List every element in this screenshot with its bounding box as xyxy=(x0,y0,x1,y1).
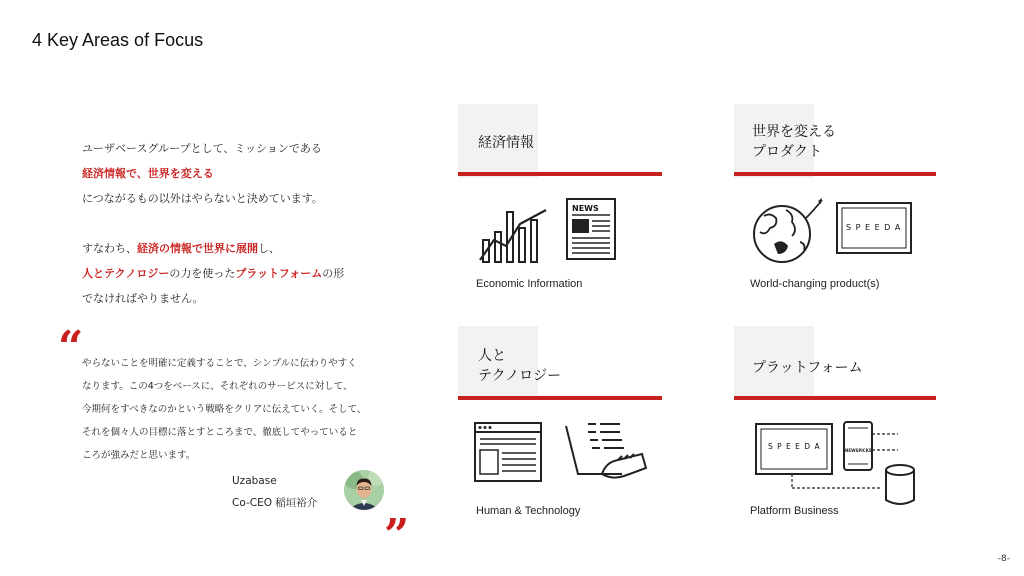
card-human-heading xyxy=(478,346,561,386)
news-badge: NEWS xyxy=(572,204,599,213)
heading-line: プロダクト xyxy=(752,144,822,160)
author-company: Uzabase xyxy=(232,475,277,487)
card-platform-heading: プラットフォーム xyxy=(752,360,863,376)
highlight-human-tech: 人とテクノロジー xyxy=(82,267,170,280)
quote-line: なります。この4つをベースに、それぞれのサービスに対して、 xyxy=(82,381,353,392)
quote-author xyxy=(232,470,317,514)
heading-line: テクノロジー xyxy=(478,368,562,384)
quote-line: やらないことを明確に定義することで、シンプルに伝わりやすく xyxy=(82,358,357,369)
highlight-economic-info: 経済の情報で世界に展開 xyxy=(137,242,258,255)
quote-line: ころが強みだと思います。 xyxy=(82,450,196,461)
intro-line-3: につながるもの以外はやらないと決めています。 xyxy=(82,192,323,205)
card-human-bar xyxy=(458,396,662,400)
speeda-screen-icon xyxy=(836,202,912,264)
intro-line-1: ユーザベースグループとして、ミッションである xyxy=(82,142,322,155)
newspicks-badge: NEWSPICKS xyxy=(845,448,872,453)
globe-icon xyxy=(748,196,824,270)
card-platform-label: Platform Business xyxy=(750,505,839,517)
heading-line: 世界を変える xyxy=(752,124,836,140)
author-role-name: Co-CEO 稲垣裕介 xyxy=(232,497,318,509)
platform-diagram-icon xyxy=(746,420,918,516)
speeda-badge: S P E E D A xyxy=(768,442,821,451)
quote-text xyxy=(82,352,366,467)
laptop-hand-icon xyxy=(562,418,648,490)
card-product-bar xyxy=(734,172,936,176)
card-human-label: Human & Technology xyxy=(476,505,581,517)
bar-chart-icon xyxy=(476,194,548,270)
card-product-label: World-changing product(s) xyxy=(750,278,880,290)
quote-open-mark: “ xyxy=(58,322,84,373)
card-economic-heading: 経済情報 xyxy=(478,135,534,151)
quote-close-mark: ” xyxy=(384,510,410,561)
speeda-badge: S P E E D A xyxy=(846,223,902,232)
intro-line-2-mission: 経済情報で、世界を変える xyxy=(82,167,214,180)
card-economic-label: Economic Information xyxy=(476,278,583,290)
intro-text xyxy=(82,136,344,311)
heading-line: 人と xyxy=(478,348,506,364)
browser-window-icon xyxy=(474,422,544,488)
intro-line-5: 人とテクノロジーの力を使ったプラットフォームの形 xyxy=(82,267,345,280)
quote-line: それを個々人の目標に落とすところまで、徹底してやっていると xyxy=(82,427,358,438)
intro-line-4: すなわち、経済の情報で世界に展開し、 xyxy=(82,242,280,255)
card-platform-bar xyxy=(734,396,936,400)
quote-line: 今期何をすべきなのかという戦略をクリアに伝えていく。そして、 xyxy=(82,404,367,415)
highlight-platform: プラットフォーム xyxy=(235,267,323,280)
card-product-heading xyxy=(752,122,836,162)
page-number: -8- xyxy=(997,554,1010,564)
card-economic-bar xyxy=(458,172,662,176)
intro-line-6: でなければやりません。 xyxy=(82,292,204,305)
avatar xyxy=(344,470,384,510)
page-title: 4 Key Areas of Focus xyxy=(32,30,204,50)
